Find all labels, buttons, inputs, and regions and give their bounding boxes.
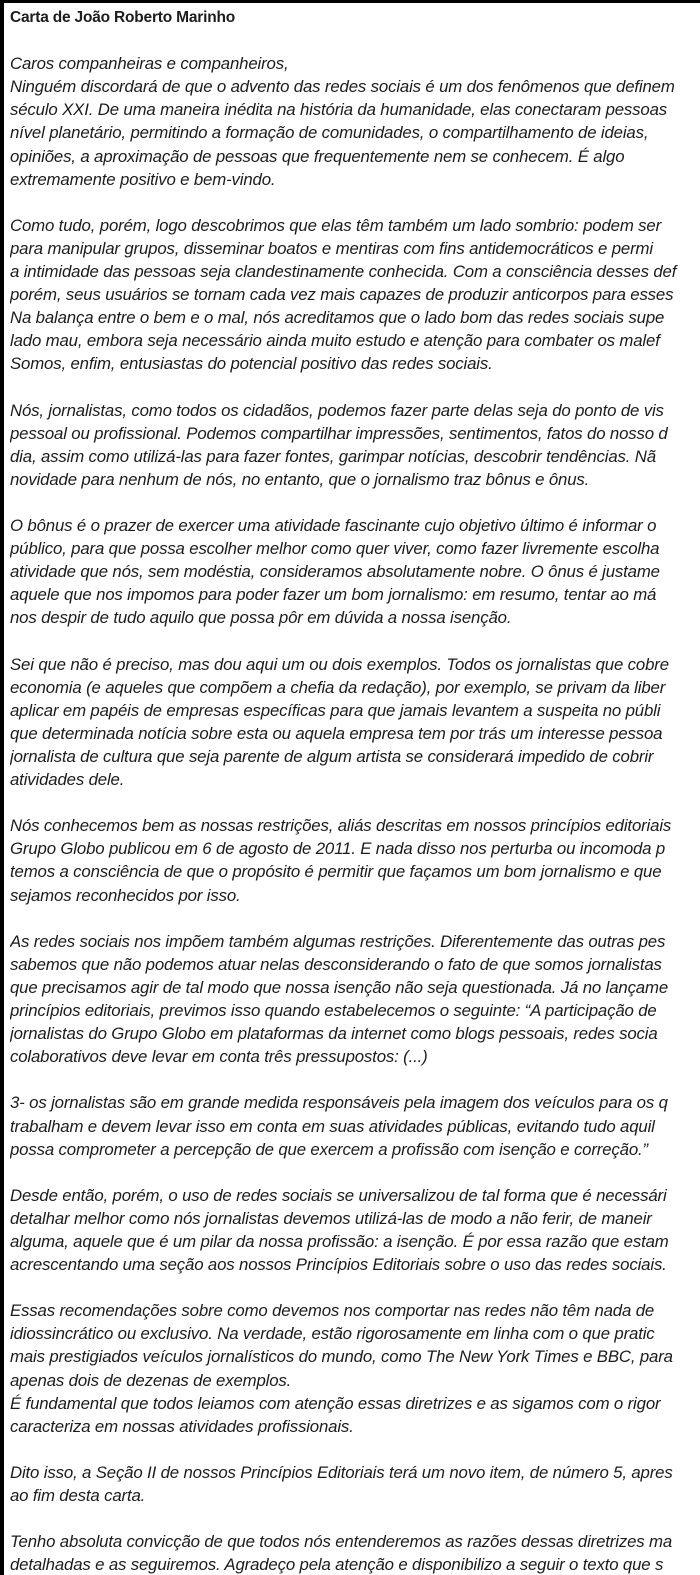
blank-line xyxy=(10,1438,700,1461)
text-line: mais prestigiados veículos jornalísticos do mundo, como The New York Times e BBC, para xyxy=(10,1347,673,1367)
text-line: Na balança entre o bem e o mal, nós acreditamos que o lado bom das redes sociais supe xyxy=(10,308,665,328)
text-line: que precisamos agir de tal modo que nossa isenção não seja questionada. Já no lançame xyxy=(10,977,669,997)
text-line: Desde então, porém, o uso de redes sociais se universalizou de tal forma que é necessári xyxy=(10,1185,667,1205)
text-line: nos despir de tudo aquilo que possa pôr em dúvida a nossa isenção. xyxy=(10,608,512,628)
text-line: pessoal ou profissional. Podemos compartilhar impressões, sentimentos, fatos do nosso d xyxy=(10,423,668,443)
text-line: detalhadas e as seguiremos. Agradeço pela atenção e disponibilizo a seguir o texto que s xyxy=(10,1555,664,1575)
paragraph xyxy=(10,930,700,1069)
text-line: Ninguém discordará de que o advento das redes sociais é um dos fenômenos que definem xyxy=(10,77,675,97)
text-line: jornalista de cultura que seja parente de algum artista se considerará impedido de cobrir xyxy=(10,747,654,766)
text-line: Dito isso, a Seção II de nossos Princípios Editoriais terá um novo item, de número 5, apres xyxy=(10,1462,673,1482)
blank-line xyxy=(10,1507,700,1530)
blank-line xyxy=(10,791,700,814)
blank-line xyxy=(10,1068,700,1091)
text-line: extremamente positivo e bem-vindo. xyxy=(10,169,276,189)
text-line: Grupo Globo publicou em 6 de agosto de 2011. E nada disso nos perturba ou incomoda p xyxy=(10,839,666,859)
text-line: porém, seus usuários se tornam cada vez mais capazes de produzir anticorpos para esses xyxy=(10,285,674,305)
text-line: dia, assim como utilizá-las para fazer fontes, garimpar notícias, descobrir tendências. Nã xyxy=(10,446,656,466)
text-line: para manipular grupos, disseminar boatos e mentiras com fins antidemocráticos e permi xyxy=(10,238,653,258)
blank-line xyxy=(10,191,700,214)
blank-line xyxy=(10,907,700,930)
blank-line xyxy=(10,29,700,52)
text-line: Essas recomendações sobre como devemos nos comportar nas redes não têm nada de xyxy=(10,1301,655,1321)
paragraph xyxy=(10,814,700,906)
text-line: sabemos que não podemos atuar nelas desconsiderando o fato de que somos jornalistas xyxy=(10,954,662,974)
text-line: detalhar melhor como nós jornalistas devemos utilizá-las de modo a não ferir, de maneir xyxy=(10,1208,652,1228)
text-line: Nós, jornalistas, como todos os cidadãos, podemos fazer parte delas seja do ponto de vis xyxy=(10,400,664,420)
blank-line xyxy=(10,1161,700,1184)
text-line: Somos, enfim, entusiastas do potencial positivo das redes sociais. xyxy=(10,354,493,374)
text-line: Tenho absoluta convicção de que todos nós entenderemos as razões dessas diretrizes ma xyxy=(10,1532,673,1552)
text-line: Nós conhecemos bem as nossas restrições, aliás descritas em nossos princípios editoriais xyxy=(10,816,672,836)
text-line: temos a consciência de que o propósito é permitir que façamos um bom jornalismo e que xyxy=(10,862,662,882)
text-line: acrescentando uma seção aos nossos Princípios Editoriais sobre o uso das redes sociais. xyxy=(10,1255,667,1275)
paragraph xyxy=(10,52,700,191)
text-line: idiossincrático ou exclusivo. Na verdade, estão rigorosamente em linha com o que pratic xyxy=(10,1324,655,1344)
text-line: alguma, aquele que é um pilar da nossa profissão: a isenção. É por essa razão que estam xyxy=(10,1231,669,1251)
text-line: aplicar em papéis de empresas específicas para que jamais levantem a suspeita no públi xyxy=(10,700,661,720)
text-line: O bônus é o prazer de exercer uma atividade fascinante cujo objetivo último é informar o xyxy=(10,516,657,536)
text-line: As redes sociais nos impõem também algumas restrições. Diferentemente das outras pes xyxy=(10,931,666,951)
text-line: século XXI. De uma maneira inédita na história da humanidade, elas conectaram pessoas xyxy=(10,100,668,120)
text-line: sejamos reconhecidos por isso. xyxy=(10,885,241,905)
paragraph xyxy=(10,653,700,792)
text-line: novidade para nenhum de nós, no entanto, que o jornalismo traz bônus e ônus. xyxy=(10,469,590,489)
text-line: nível planetário, permitindo a formação de comunidades, o compartilhamento de ideias, xyxy=(10,123,649,143)
text-line: princípios editoriais, previmos isso quando estabelecemos o seguinte: “A participação de xyxy=(10,1001,657,1021)
text-line: atividades dele. xyxy=(10,770,125,790)
text-line: economia (e aqueles que compõem a chefia da redação), por exemplo, se privam da liber xyxy=(10,677,666,697)
blank-line xyxy=(10,491,700,514)
text-line: ao fim desta carta. xyxy=(10,1486,146,1505)
paragraph xyxy=(10,1299,700,1438)
paragraph xyxy=(10,1461,700,1507)
text-line: lado mau, embora seja necessário ainda muito estudo e atenção para combater os malef xyxy=(10,331,660,351)
text-line: É fundamental que todos leiamos com atenção essas diretrizes e as sigamos com o rigor xyxy=(10,1393,661,1413)
text-line: atividade que nós, sem modéstia, consideramos absolutamente nobre. O ônus é justame xyxy=(10,562,660,582)
text-line: trabalham e devem levar isso em conta em suas atividades públicas, evitando tudo aquil xyxy=(10,1116,655,1136)
text-line: a intimidade das pessoas seja clandestinamente conhecida. Com a consciência desses def xyxy=(10,262,677,282)
text-line: público, para que possa escolher melhor como quer viver, como fazer livremente escolha xyxy=(10,539,660,559)
paragraph xyxy=(10,399,700,491)
paragraph xyxy=(10,1091,700,1160)
text-line: opiniões, a aproximação de pessoas que frequentemente nem se conhecem. É algo xyxy=(10,146,625,166)
blank-line xyxy=(10,376,700,399)
blank-line xyxy=(10,630,700,653)
letter-title: Carta de João Roberto Marinho xyxy=(10,9,236,26)
paragraph xyxy=(10,214,700,376)
text-line: jornalistas do Grupo Globo em plataformas da internet como blogs pessoais, redes socia xyxy=(10,1024,658,1044)
text-line: apenas dois de dezenas de exemplos. xyxy=(10,1370,292,1390)
text-line: aquele que nos impomos para poder fazer um bom jornalismo: em resumo, tentar ao má xyxy=(10,585,657,605)
text-line: possa comprometer a percepção de que exercem a profissão com isenção e correção.” xyxy=(10,1139,648,1159)
text-line: que determinada notícia sobre esta ou aquela empresa tem por trás um interesse pessoa xyxy=(10,723,663,743)
text-line: Como tudo, porém, logo descobrimos que elas têm também um lado sombrio: podem ser xyxy=(10,215,662,235)
letter-body xyxy=(10,52,700,1575)
text-line: 3- os jornalistas são em grande medida responsáveis pela imagem dos veículos para os q xyxy=(10,1093,668,1113)
paragraph xyxy=(10,1530,700,1575)
blank-line xyxy=(10,1276,700,1299)
text-line: Sei que não é preciso, mas dou aqui um ou dois exemplos. Todos os jornalistas que cobre xyxy=(10,654,669,674)
text-line: Caros companheiras e companheiros, xyxy=(10,54,289,74)
paragraph xyxy=(10,514,700,629)
text-line: caracteriza em nossas atividades profissionais. xyxy=(10,1416,354,1436)
paragraph xyxy=(10,1184,700,1276)
text-line: colaborativos deve levar em conta três pressupostos: (...) xyxy=(10,1047,428,1067)
